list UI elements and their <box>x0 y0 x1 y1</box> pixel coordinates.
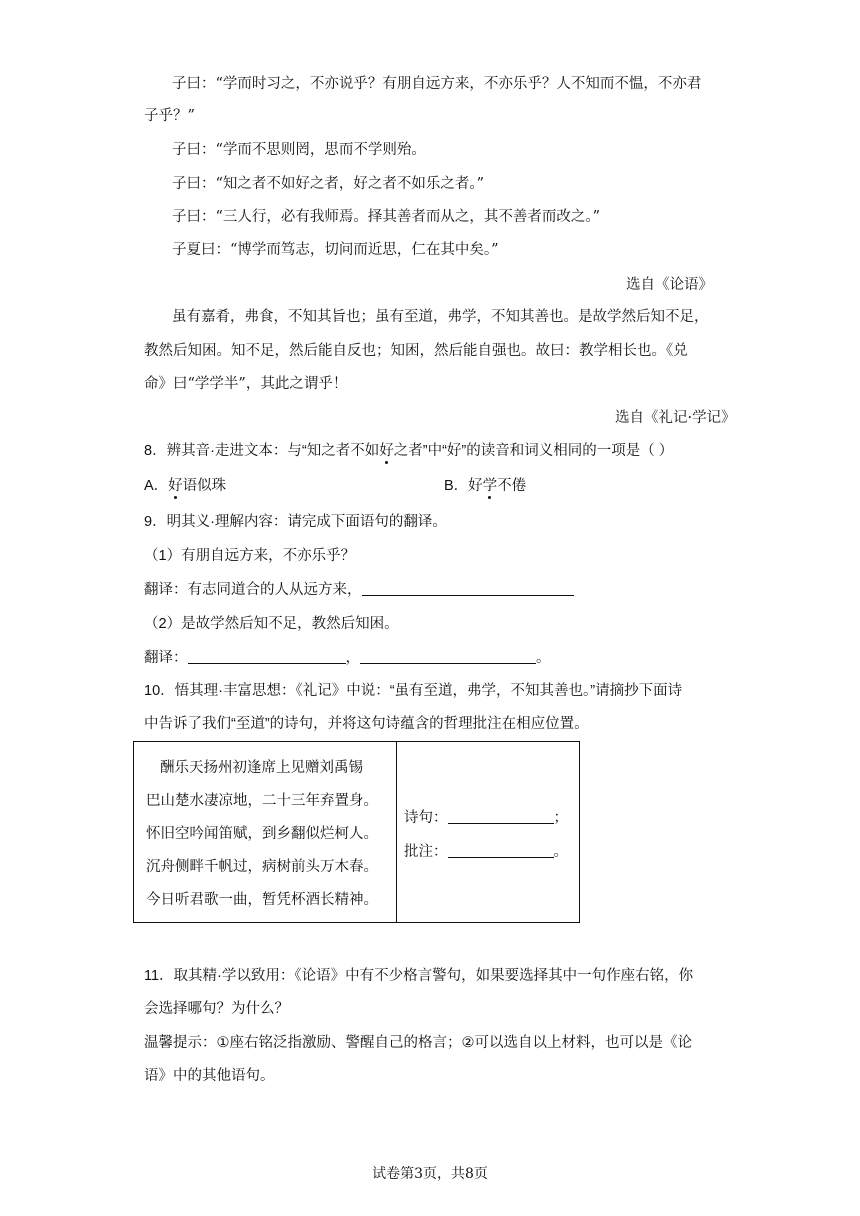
poem-line-2: 怀旧空吟闻笛赋，到乡翻似烂柯人。 <box>146 826 378 842</box>
answer-cell <box>397 742 580 923</box>
q9-translation-2-blank-a[interactable] <box>188 649 346 664</box>
q9-translation-2-comma: ， <box>345 650 360 666</box>
q8-option-b[interactable] <box>444 476 526 496</box>
question-11-line2: 会选择哪句？为什么？ <box>144 1001 289 1017</box>
passage1-line6: 子夏曰：“博学而笃志，切问而近思，仁在其中矣。” <box>172 242 499 258</box>
question-11-tip-line2: 语》中的其他语句。 <box>144 1068 275 1084</box>
q9-sentence-1: （1）有朋自远方来，不亦乐乎？ <box>144 548 356 564</box>
q8-option-b-text2: 不倦 <box>497 478 527 494</box>
verse-answer-row <box>404 808 568 828</box>
verse-blank[interactable] <box>448 809 554 824</box>
passage2-line1: 虽有嘉肴，弗食，不知其旨也；虽有至道，弗学，不知其善也。是故学然后知不足， <box>172 309 709 325</box>
q9-translation-1-blank[interactable] <box>362 581 574 596</box>
q8-stem-part1: 8．辨其音·走进文本：与“知之者不如 <box>144 443 380 459</box>
poem-line-3: 沉舟侧畔千帆过，病树前头万木春。 <box>146 859 378 875</box>
q8-option-a-dotted-char: 好 <box>168 478 183 494</box>
passage1-line1: 子曰：“学而时习之，不亦说乎？有朋自远方来，不亦乐乎？人不知而不愠，不亦君 <box>172 76 702 92</box>
passage2-source: 选自《礼记·学记》 <box>615 410 736 426</box>
note-end-mark: 。 <box>553 844 568 860</box>
note-blank[interactable] <box>448 843 554 858</box>
passage1-line3: 子曰：“学而不思则罔，思而不学则殆。 <box>172 142 426 158</box>
poem-line-1: 巴山楚水凄凉地，二十三年弃置身。 <box>146 793 378 809</box>
q9-translation-2-end: 。 <box>536 650 551 666</box>
passage1-line4: 子曰：“知之者不如好之者，好之者不如乐之者。” <box>172 176 485 192</box>
question-10-line1: 10．悟其理·丰富思想：《礼记》中说：“虽有至道，弗学，不知其善也。”请摘抄下面诗 <box>144 683 683 699</box>
q9-translation-2-prefix: 翻译： <box>144 650 188 666</box>
q8-option-a-text: 语似珠 <box>182 478 227 494</box>
q8-option-a[interactable] <box>144 476 226 496</box>
q9-translation-1-prefix: 翻译：有志同道合的人从远方来， <box>144 582 362 598</box>
passage1-source: 选自《论语》 <box>626 277 713 293</box>
note-label: 批注： <box>404 844 448 860</box>
q8-option-b-text1: 好 <box>468 478 483 494</box>
question-9-stem: 9．明其义·理解内容：请完成下面语句的翻译。 <box>144 514 447 530</box>
q8-option-a-label: A． <box>144 478 169 494</box>
q9-translation-1 <box>144 580 574 600</box>
passage1-line2: 子乎？” <box>144 108 195 124</box>
q8-option-b-dotted-char: 学 <box>482 478 498 494</box>
q8-option-b-label: B． <box>444 478 469 494</box>
question-11-line1: 11．取其精·学以致用：《论语》中有不少格言警句，如果要选择其中一句作座右铭，你 <box>144 968 694 984</box>
q9-translation-2 <box>144 648 551 668</box>
question-10-line2: 中告诉了我们“至道”的诗句，并将这句诗蕴含的哲理批注在相应位置。 <box>144 716 589 732</box>
q8-stem-dotted-char: 好 <box>379 443 394 459</box>
poem-title: 酬乐天扬州初逢席上见赠刘禹锡 <box>160 760 363 776</box>
q9-sentence-2: （2）是故学然后知不足，教然后知困。 <box>144 616 399 632</box>
q8-stem-part2: 之者”中“好”的读音和词义相同的一项是（ ） <box>393 443 674 459</box>
question-11-tip-line1: 温馨提示：①座右铭泛指激励、警醒自己的格言；②可以选自以上材料，也可以是《论 <box>144 1035 692 1051</box>
passage2-line3: 命》曰“学学半”，其此之谓乎！ <box>144 376 348 392</box>
passage2-line2: 教然后知困。知不足，然后能自反也；知困，然后能自强也。故曰：教学相长也。《兑 <box>144 343 688 359</box>
verse-end-mark: ； <box>553 810 568 826</box>
poem-line-4: 今日听君歌一曲，暂凭杯酒长精神。 <box>146 892 378 908</box>
note-answer-row <box>404 842 568 862</box>
question-8-stem <box>144 441 673 461</box>
q9-translation-2-blank-b[interactable] <box>360 649 536 664</box>
passage1-line5: 子曰：“三人行，必有我师焉。择其善者而从之，其不善者而改之。” <box>172 209 601 225</box>
page-footer: 试卷第3页，共8页 <box>372 1166 488 1182</box>
verse-label: 诗句： <box>404 810 448 826</box>
